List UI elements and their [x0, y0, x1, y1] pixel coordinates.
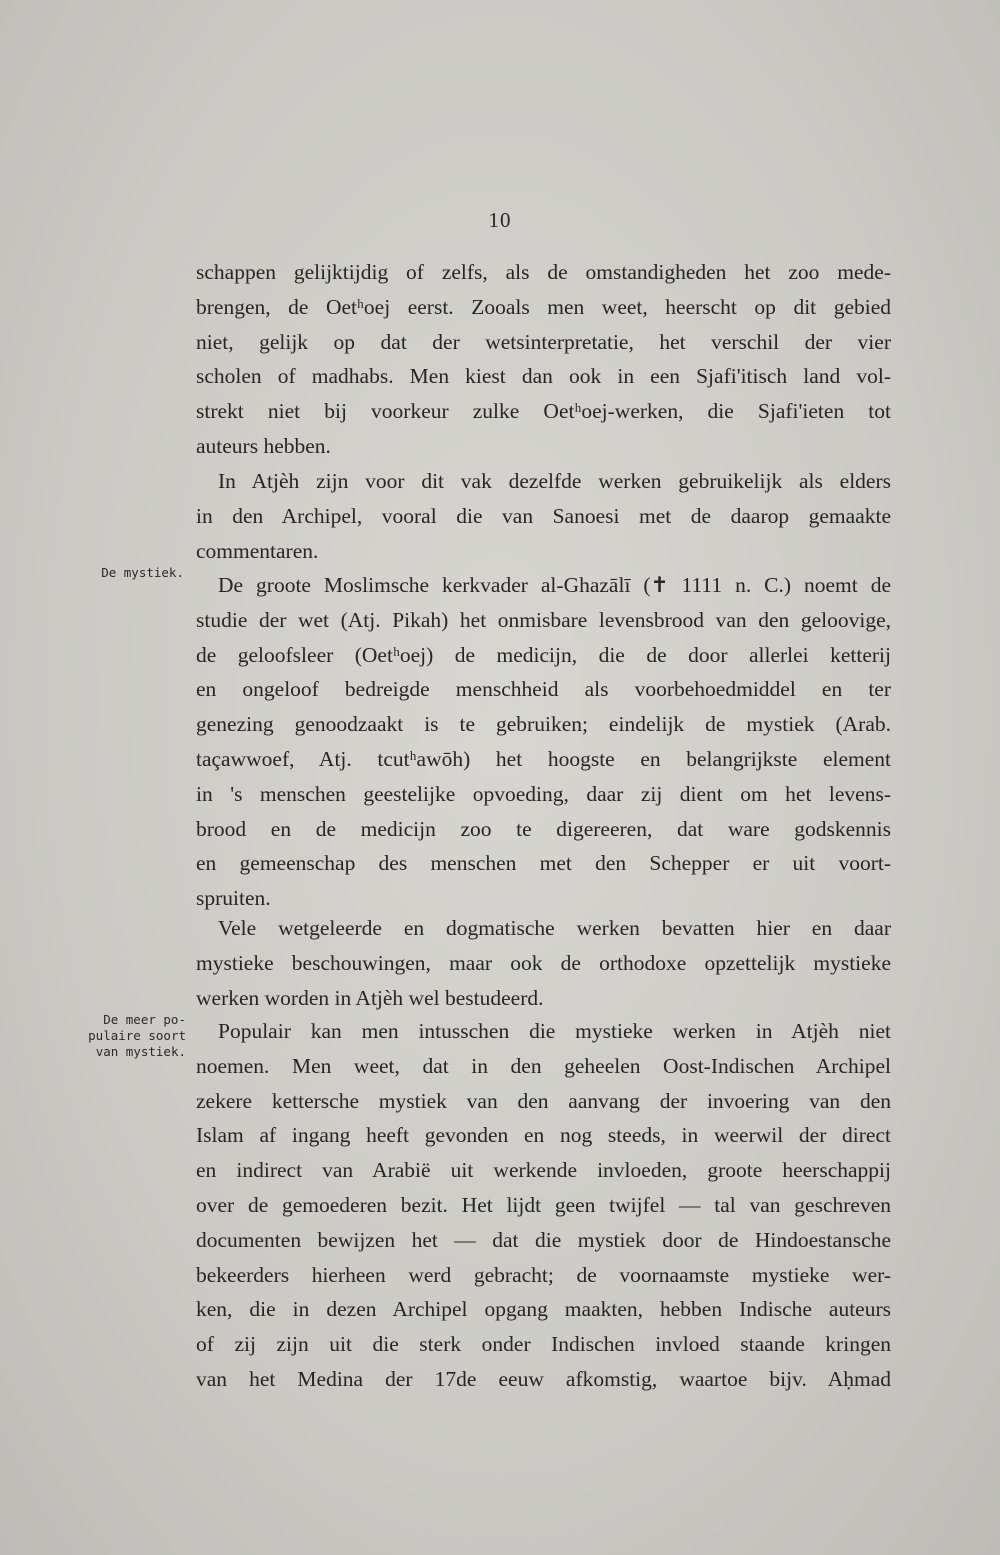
margin-note-line: van mystiek. — [95, 1044, 186, 1059]
margin-note-popular — [70, 1012, 186, 1060]
paragraph-5 — [196, 1014, 891, 1397]
text-line: auteurs hebben. — [196, 433, 331, 458]
paragraph-4 — [196, 911, 891, 1015]
margin-note-line: pulaire soort — [88, 1028, 186, 1043]
text-line: Islam af ingang heeft gevonden en nog steeds, in weerwil der direct — [196, 1123, 891, 1148]
page-number: 10 — [488, 208, 512, 232]
text-line: Populair kan men intusschen die mystieke werken in Atjèh niet — [218, 1019, 891, 1043]
margin-note-line: De meer po- — [103, 1012, 186, 1027]
text-line: studie der wet (Atj. Pikah) het onmisbare levensbrood van den geloovige, — [196, 607, 891, 632]
margin-note-mystiek: De mystiek. — [101, 565, 184, 580]
text-line: of zij zijn uit die sterk onder Indischen invloed staande kringen — [196, 1332, 891, 1357]
text-line: documenten bewijzen het — dat die mystiek door de Hindoestansche — [196, 1227, 891, 1252]
text-line: commentaren. — [196, 538, 319, 563]
text-line: genezing genoodzaakt is te gebruiken; eindelijk de mystiek (Arab. — [196, 712, 891, 737]
text-line: en ongeloof bedreigde menschheid als voorbehoedmiddel en ter — [196, 677, 891, 702]
text-line: noemen. Men weet, dat in den geheelen Oost-Indischen Archipel — [196, 1053, 891, 1078]
text-line: De groote Moslimsche kerkvader al-Ghazālī (✝ 1111 n. C.) noemt de — [218, 573, 891, 597]
text-line: Vele wetgeleerde en dogmatische werken bevatten hier en daar — [218, 916, 891, 940]
text-line: schappen gelijktijdig of zelfs, als de omstandigheden het zoo mede- — [196, 260, 891, 284]
text-line: brengen, de Oetʰoej eerst. Zooals men weet, heerscht op dit gebied — [196, 294, 891, 319]
text-line: in den Archipel, vooral die van Sanoesi met de daarop gemaakte — [196, 503, 891, 528]
text-line: en gemeenschap des menschen met den Schepper er uit voort- — [196, 851, 891, 876]
paragraph-2 — [196, 464, 891, 568]
paragraph-3 — [196, 568, 891, 916]
text-line: bekeerders hierheen werd gebracht; de voornaamste mystieke wer- — [196, 1262, 891, 1287]
paragraph-1 — [196, 255, 891, 464]
text-line: ken, die in dezen Archipel opgang maakten, hebben Indische auteurs — [196, 1297, 891, 1322]
text-line: en indirect van Arabië uit werkende invloeden, groote heerschappij — [196, 1158, 891, 1183]
text-line: werken worden in Atjèh wel bestudeerd. — [196, 985, 544, 1010]
text-line: over de gemoederen bezit. Het lijdt geen twijfel — tal van geschreven — [196, 1192, 891, 1217]
text-line: taçawwoef, Atj. tcutʰawōh) het hoogste en belangrijkste element — [196, 746, 891, 771]
text-line: mystieke beschouwingen, maar ook de orthodoxe opzettelijk mystieke — [196, 950, 891, 975]
text-line: niet, gelijk op dat der wetsinterpretatie, het verschil der vier — [196, 329, 891, 354]
text-line: de geloofsleer (Oetʰoej) de medicijn, die de door allerlei ketterij — [196, 642, 891, 667]
text-line: brood en de medicijn zoo te digereeren, dat ware godskennis — [196, 816, 891, 841]
text-line: zekere kettersche mystiek van den aanvang der invoering van den — [196, 1088, 891, 1113]
text-line: spruiten. — [196, 886, 271, 911]
text-line: in 's menschen geestelijke opvoeding, daar zij dient om het levens- — [196, 781, 891, 806]
text-line: van het Medina der 17de eeuw afkomstig, waartoe bijv. Aḥmad — [196, 1366, 891, 1391]
text-line: scholen of madhabs. Men kiest dan ook in een Sjafi'itisch land vol- — [196, 364, 891, 389]
text-line: In Atjèh zijn voor dit vak dezelfde werken gebruikelijk als elders — [218, 469, 891, 493]
text-line: strekt niet bij voorkeur zulke Oetʰoej-werken, die Sjafi'ieten tot — [196, 399, 891, 424]
